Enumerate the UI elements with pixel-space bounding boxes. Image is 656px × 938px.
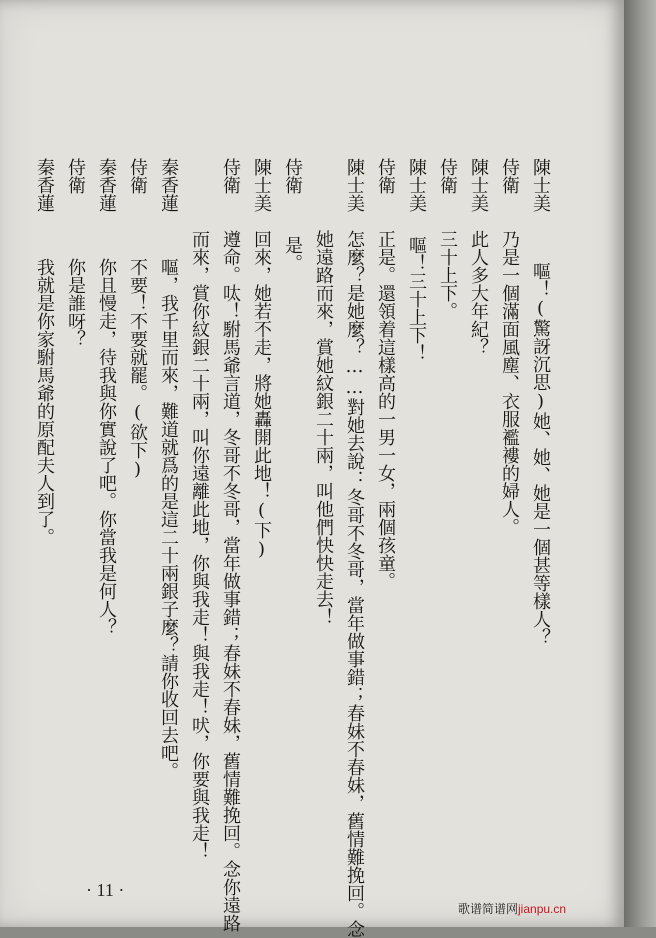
- dialogue-line: [31, 158, 57, 546]
- dialogue-line: [217, 158, 243, 932]
- speaker-name: 侍衛: [220, 158, 241, 194]
- speaker-name: 陳士美: [406, 158, 427, 212]
- dialogue-line: [186, 158, 212, 860]
- dialogue-line: [496, 158, 522, 536]
- dialogue-text: 是。: [282, 236, 303, 272]
- speaker-name: 陳士美: [530, 158, 551, 212]
- dialogue-line: [341, 158, 367, 938]
- dialogue-line: [310, 158, 336, 626]
- dialogue-text: 而來，賞你紋銀二十兩，叫你遠離此地，你與我走！與我走！吠，你要與我走！: [189, 230, 210, 860]
- dialogue-line: [93, 158, 119, 636]
- dialogue-line: [155, 158, 181, 780]
- dialogue-line: [434, 158, 460, 320]
- dialogue-line: [124, 158, 150, 480]
- dialogue-text: 你且慢走，待我與你實說了吧。你當我是何人？: [96, 258, 117, 636]
- speaker-name: 侍衛: [65, 158, 86, 194]
- dialogue-text: 嘔！三十上下！: [406, 236, 427, 362]
- dialogue-line: [403, 158, 429, 362]
- dialogue-text: 遵命。呔！駙馬爺言道，冬哥不冬哥，當年做事錯；春妹不春妹，舊情難挽回。念你遠路: [220, 230, 241, 932]
- dialogue-text: 嘔，我千里而來，難道就爲的是這二十兩銀子麼？請你收回去吧。: [158, 258, 179, 780]
- dialogue-text: 不要！不要就罷。(欲下): [127, 258, 148, 480]
- dialogue-text: 嘔！(驚訝沉思)她、她、她是一個甚等樣人？: [530, 262, 551, 646]
- dialogue-line: [248, 158, 274, 560]
- dialogue-line: [372, 158, 398, 590]
- dialogue-line: [465, 158, 491, 356]
- dialogue-line: [62, 158, 88, 348]
- watermark-site: 歌谱简谱网: [458, 902, 519, 916]
- speaker-name: 陳士美: [251, 158, 272, 212]
- dialogue-text: 正是。還領着這樣高的一男一女，兩個孩童。: [375, 230, 396, 590]
- dialogue-line: [527, 158, 553, 646]
- speaker-name: 侍衛: [375, 158, 396, 194]
- dialogue-text: 此人多大年紀？: [468, 230, 489, 356]
- dialogue-text: 我就是你家駙馬爺的原配夫人到了。: [34, 258, 55, 546]
- speaker-name: 秦香蓮: [96, 158, 117, 212]
- dialogue-text: 回來，她若不走，將她轟開此地！(下): [251, 230, 272, 560]
- speaker-name: 侍衛: [437, 158, 458, 194]
- dialogue-text: 你是誰呀？: [65, 258, 86, 348]
- speaker-name: 秦香蓮: [34, 158, 55, 212]
- site-watermark: [458, 900, 566, 917]
- dialogue-text: 三十上下。: [437, 230, 458, 320]
- speaker-name: 秦香蓮: [158, 158, 179, 212]
- speaker-name: 侍衛: [127, 158, 148, 194]
- book-spine-shadow: [624, 0, 656, 927]
- speaker-name: 陳士美: [344, 158, 365, 212]
- speaker-name: 陳士美: [468, 158, 489, 212]
- dialogue-line: [279, 158, 305, 272]
- watermark-url: jianpu.cn: [518, 902, 567, 916]
- dialogue-text: 乃是一個滿面風塵、衣服襤褸的婦人。: [499, 230, 520, 536]
- dialogue-text: 她遠路而來，賞她紋銀二十兩，叫他們快快走去！: [313, 230, 334, 626]
- page-number: · 11 ·: [86, 880, 125, 900]
- dialogue-text: 怎麼？是她麼？……對她去說：冬哥不冬哥，當年做事錯；春妹不春妹，舊情難挽回。念: [344, 230, 365, 938]
- speaker-name: 侍衛: [282, 158, 303, 194]
- speaker-name: 侍衛: [499, 158, 520, 194]
